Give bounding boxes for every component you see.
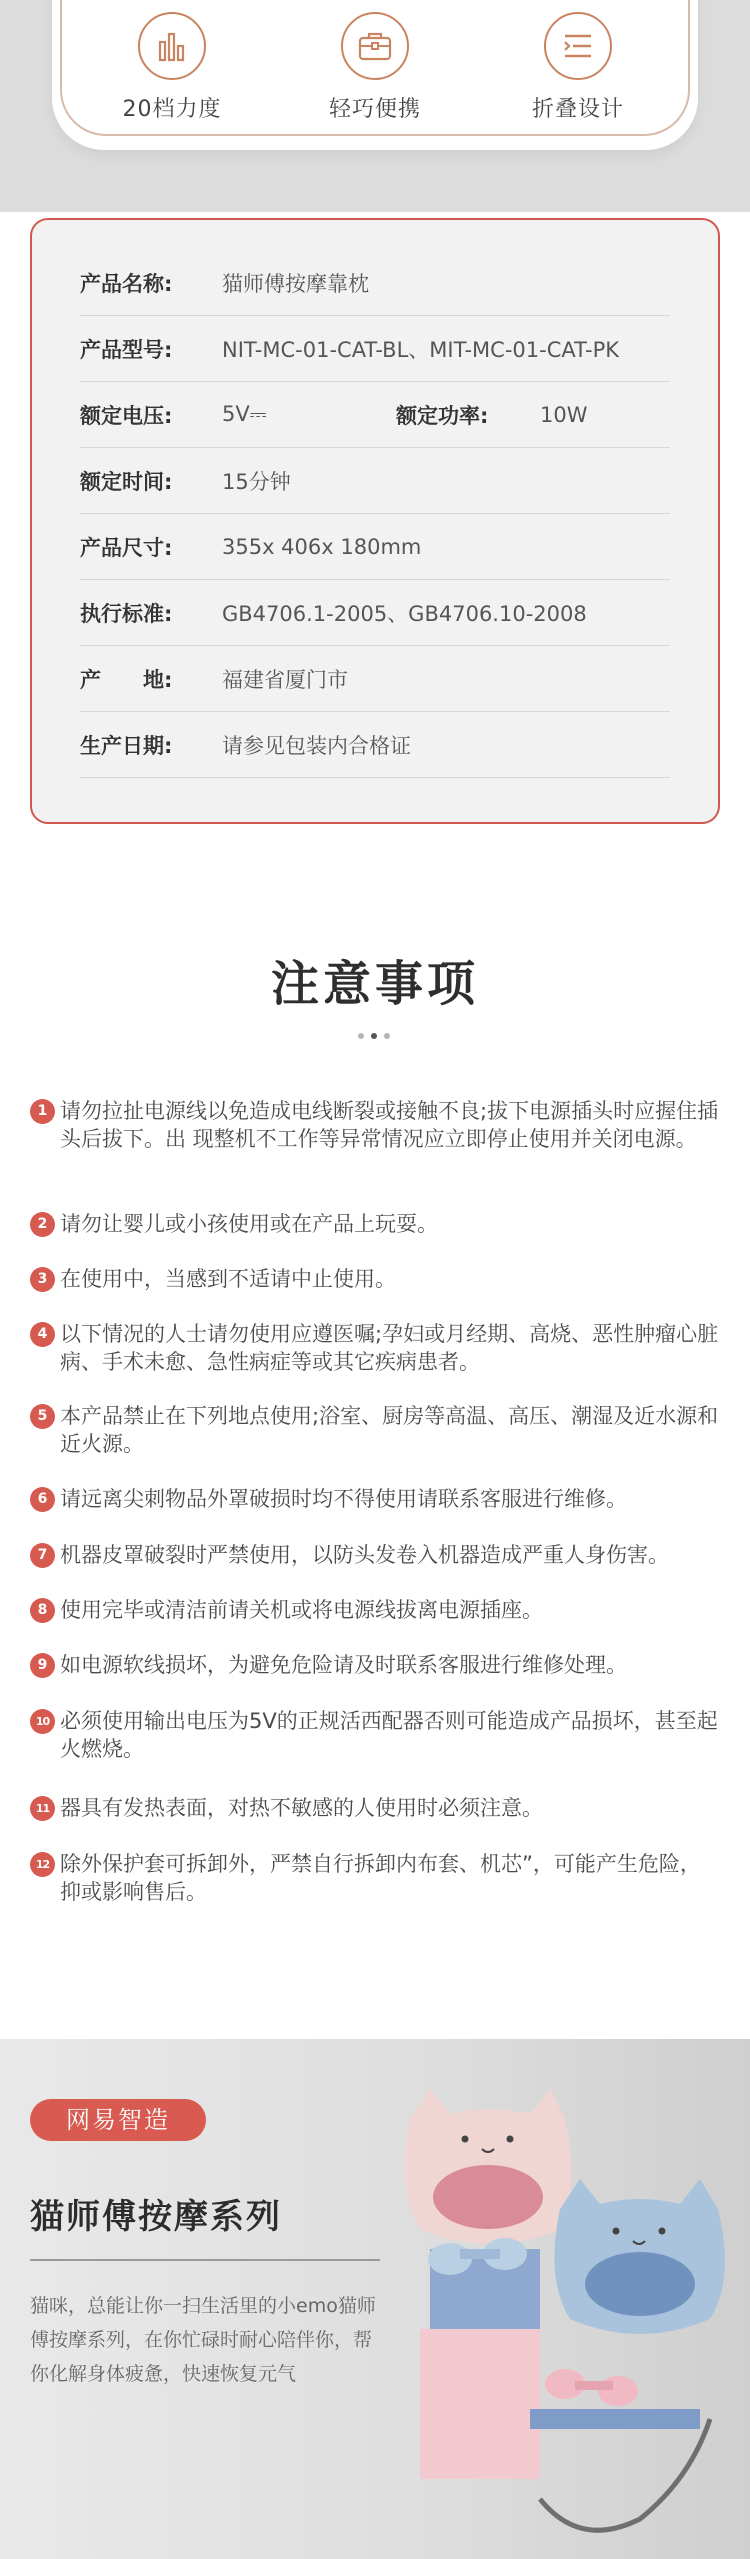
brand-tag: 网易智造 xyxy=(30,2099,206,2141)
feature-strength xyxy=(82,12,262,123)
spec-label: 生产日期: xyxy=(80,733,173,758)
spec-value: 15分钟 xyxy=(222,469,291,494)
spec-label: 额定电压: xyxy=(80,403,173,428)
notice-text: 必须使用输出电压为5V的正规活西配器否则可能造成产品损坏，甚至起火燃烧。 xyxy=(60,1709,718,1761)
notice-item xyxy=(30,1210,720,1238)
notice-item xyxy=(30,1097,720,1153)
dot xyxy=(358,1033,364,1039)
spec-label: 额定时间: xyxy=(80,469,173,494)
spec-table xyxy=(30,218,720,824)
notice-item xyxy=(30,1320,720,1376)
spec-row-voltage xyxy=(80,382,670,448)
section-dots xyxy=(355,1031,395,1041)
notice-item xyxy=(30,1707,720,1763)
spec-row-size xyxy=(80,514,670,580)
spec-value: 5V⎓ xyxy=(222,402,267,426)
pink-cat-pillow xyxy=(404,2089,571,2244)
feature-band xyxy=(0,0,750,212)
series-description: 猫咪，总能让你一扫生活里的小emo猫师傅按摩系列，在你忙碌时耐心陪伴你，帮你化解身体疲惫，快速恢复元气 xyxy=(30,2295,376,2385)
spec-label: 执行标准: xyxy=(80,601,173,626)
notice-text: 除外保护套可拆卸外，严禁自行拆卸内布套、机芯”，可能产生危险，抑或影响售后。 xyxy=(60,1852,701,1904)
spec-value: NIT-MC-01-CAT-BL、MIT-MC-01-CAT-PK xyxy=(222,337,620,362)
notice-text: 在使用中，当感到不适请中止使用。 xyxy=(60,1267,396,1291)
notice-item xyxy=(30,1541,720,1569)
feature-label: 20档力度 xyxy=(122,97,222,122)
feature-label: 折叠设计 xyxy=(531,97,624,122)
number-badge: 1 xyxy=(30,1099,55,1124)
spec-row-name xyxy=(80,250,670,316)
pedestal-pink xyxy=(420,2329,540,2479)
notice-item xyxy=(30,1485,720,1513)
feature-card xyxy=(52,0,698,150)
feature-label: 轻巧便携 xyxy=(328,97,421,122)
number-badge: 7 xyxy=(30,1543,55,1568)
spec-row-time xyxy=(80,448,670,514)
notice-text: 请远离尖刺物品外罩破损时均不得使用请联系客服进行维修。 xyxy=(60,1487,627,1511)
briefcase-icon xyxy=(341,12,409,80)
notice-text: 机器皮罩破裂时严禁使用，以防头发卷入机器造成严重人身伤害。 xyxy=(60,1543,669,1567)
series-title: 猫师傅按摩系列 xyxy=(30,2197,282,2237)
feature-portable xyxy=(285,12,465,123)
number-badge: 4 xyxy=(30,1322,55,1347)
number-badge: 12 xyxy=(30,1852,55,1877)
spec-label: 产 地: xyxy=(80,667,173,692)
number-badge: 8 xyxy=(30,1598,55,1623)
spec-value: 福建省厦门市 xyxy=(222,667,348,692)
dot-active xyxy=(371,1033,377,1039)
spec-row-origin xyxy=(80,646,670,712)
spec-value: 请参见包装内合格证 xyxy=(222,733,411,758)
notice-text: 以下情况的人士请勿使用应遵医嘱;孕妇或月经期、高烧、恶性肿瘤心脏病、手术未愈、急性病症等或其它疾病患者。 xyxy=(60,1322,719,1374)
notice-text: 请勿拉扯电源线以免造成电线断裂或接触不良;拔下电源插头时应握住插头后拔下。出 现整机不工作等异常情况应立即停止使用并关闭电源。 xyxy=(60,1099,719,1151)
number-badge: 6 xyxy=(30,1487,55,1512)
spec-value: 猫师傅按摩靠枕 xyxy=(222,271,369,296)
number-badge: 9 xyxy=(30,1653,55,1678)
notice-text: 器具有发热表面，对热不敏感的人使用时必须注意。 xyxy=(60,1796,543,1820)
number-badge: 2 xyxy=(30,1212,55,1237)
spec-row-date xyxy=(80,712,670,778)
notice-text: 如电源软线损坏，为避免危险请及时联系客服进行维修处理。 xyxy=(60,1653,627,1677)
notice-text: 本产品禁止在下列地点使用;浴室、厨房等高温、高压、潮湿及近水源和近火源。 xyxy=(60,1404,719,1456)
strap xyxy=(540,2419,710,2530)
number-badge: 11 xyxy=(30,1796,55,1821)
divider xyxy=(30,2259,380,2261)
notice-title: 注意事项 xyxy=(270,956,479,1012)
notice-item xyxy=(30,1794,720,1822)
brand-section xyxy=(0,2039,750,2559)
notice-item xyxy=(30,1596,720,1624)
spec-value: GB4706.1-2005、GB4706.10-2008 xyxy=(222,601,587,626)
notice-text: 使用完毕或清洁前请关机或将电源线拔离电源插座。 xyxy=(60,1598,543,1622)
fold-icon xyxy=(544,12,612,80)
notice-item xyxy=(30,1265,720,1293)
spec-value: 355x 406x 180mm xyxy=(222,534,422,559)
spec-label: 产品名称: xyxy=(80,271,173,296)
spec-row-standard xyxy=(80,580,670,646)
strength-bars-icon xyxy=(138,12,206,80)
spec-label: 产品型号: xyxy=(80,337,173,362)
pedestal-slab xyxy=(530,2409,700,2429)
spec-label: 额定功率: xyxy=(396,403,489,428)
number-badge: 10 xyxy=(30,1709,55,1734)
product-illustration xyxy=(390,2079,750,2559)
spec-label: 产品尺寸: xyxy=(80,535,173,560)
notice-text: 请勿让婴儿或小孩使用或在产品上玩耍。 xyxy=(60,1212,438,1236)
spec-value: 10W xyxy=(540,402,588,427)
blue-cat-pillow xyxy=(554,2179,725,2334)
notice-item xyxy=(30,1651,720,1679)
notice-item xyxy=(30,1402,720,1458)
number-badge: 5 xyxy=(30,1404,55,1429)
dot xyxy=(384,1033,390,1039)
feature-fold xyxy=(488,12,668,123)
number-badge: 3 xyxy=(30,1267,55,1292)
notice-item xyxy=(30,1850,720,1906)
pink-neck-massager xyxy=(545,2369,638,2406)
spec-row-model xyxy=(80,316,670,382)
